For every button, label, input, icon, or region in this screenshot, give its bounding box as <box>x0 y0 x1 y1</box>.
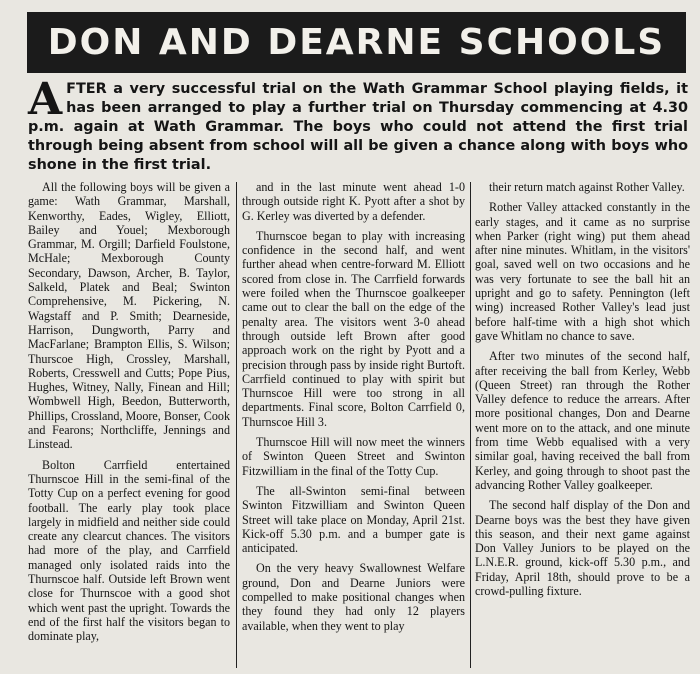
article-column-3 <box>475 180 690 670</box>
column-paragraph: Rother Valley attacked constantly in the early stages, and it came as no surprise when Parker (right wing) put them ahead after nine minutes. Whitlam, in the visitors' goal, saved well on two occasions and he was very fortunate to see the ball hit an upright and go to safety. Pennington (left wing) increased Rother Valley's lead just before half-time with a high shot which gave Whitlam no chance to save. <box>475 200 690 343</box>
column-divider <box>470 182 471 668</box>
drop-cap: A <box>28 74 63 125</box>
column-divider <box>236 182 237 668</box>
column-paragraph: Thurnscoe Hill will now meet the winners of Swinton Queen Street and Swinton Fitzwilliam in the final of the Totty Cup. <box>242 435 465 478</box>
column-paragraph: Thurnscoe began to play with increasing confidence in the second half, and went further ahead when centre-forward M. Elliott scored from close in. The Carrfield forwards were foiled when the Thurnscoe goalkeeper came out to clear the ball on the edge of the penalty area. The visitors went 3-0 ahead through outside left Brown after good approach work on the right by Pyott and a precision through pass by inside right Burtoft. Carrfield continued to play with spirit but Thurnscoe Hill were too strong in all departments. Final score, Bolton Carrfield 0, Thurnscoe Hill 3. <box>242 228 465 429</box>
lead-paragraph <box>28 74 688 175</box>
headline: DON AND DEARNE SCHOOLS <box>47 22 666 63</box>
column-paragraph: On the very heavy Swallownest Welfare ground, Don and Dearne Juniors were compelled to make positional changes when they found they had only 12 players available, when they went to play <box>242 561 465 633</box>
article-column-2 <box>242 180 465 670</box>
column-paragraph: The second half display of the Don and Dearne boys was the best they have given this season, and their next game against Don Valley Juniors to be played on the L.N.E.R. ground, kick-off 5.30 p.m., and Friday, April 18th, should prove to be a crowd-pulling fixture. <box>475 498 690 599</box>
column-paragraph: All the following boys will be given a game: Wath Grammar, Marshall, Kenworthy, Eades, Wigley, Elliott, Bailey and Youel; Mexborough Grammar, M. Orgill; Darfield Foulstone, McHale; Mexborough County Secondary, Dawson, Archer, B. Taylor, Salkeld, Platek and Beal; Swinton Comprehensive, M. Pickering, N. Wagstaff and P. Smith; Dearneside, Harrison, Dungworth, Parry and MacFarlane; Brampton Ellis, S. Wilson; Thurscoe High, Crossley, Marshall, Roberts, Cresswell and Cutts; Pope Pius, Hughes, Witney, Nally, Finean and Hill; Wombwell High, Beedon, Butterworth, Phillips, Crossland, Moore, Bonser, Cook and Fearons; Northcliffe, Jennings and Linstead. <box>28 180 230 452</box>
column-paragraph: and in the last minute went ahead 1-0 through outside right K. Pyott after a shot by G. Kerley was diverted by a defender. <box>242 180 465 223</box>
column-paragraph: their return match against Rother Valley. <box>489 180 685 194</box>
column-paragraph: Bolton Carrfield entertained Thurnscoe Hill in the semi-final of the Totty Cup on a perfect evening for good football. The early play took place largely in midfield and neither side could create any clearcut chances. The visitors had more of the play, and Carrfield managed only isolated raids into the Thurnscoe half. Outside left Brown went close for Thurnscoe with a good shot which went past the upright. Towards the end of the first half the visitors began to dominate play, <box>28 457 230 644</box>
column-paragraph: After two minutes of the second half, after receiving the ball from Kerley, Webb (Queen Street) ran through the Rother Valley defence to reduce the arrears. After more positional changes, Don and Dearne went more on to the attack, and one minute from time Webb equalised with a very similar goal, having received the ball from Kerley, and going through to shoot past the advancing Rother Valley goalkeeper. <box>475 349 690 492</box>
headline-banner <box>27 12 686 73</box>
column-paragraph: The all-Swinton semi-final between Swinton Fitzwilliam and Swinton Queen Street will take place on Monday, April 21st. Kick-off 5.30 p.m. and a bumper gate is anticipated. <box>242 483 465 556</box>
article-column-1 <box>28 180 230 670</box>
lead-text: FTER a very successful trial on the Wath Grammar School playing fields, it has been arranged to play a further trial on Thursday commencing at 4.30 p.m. again at Wath Grammar. The boys who could not attend the first trial through being absent from school will all be given a chance along with boys who shone in the first trial. <box>28 81 688 173</box>
